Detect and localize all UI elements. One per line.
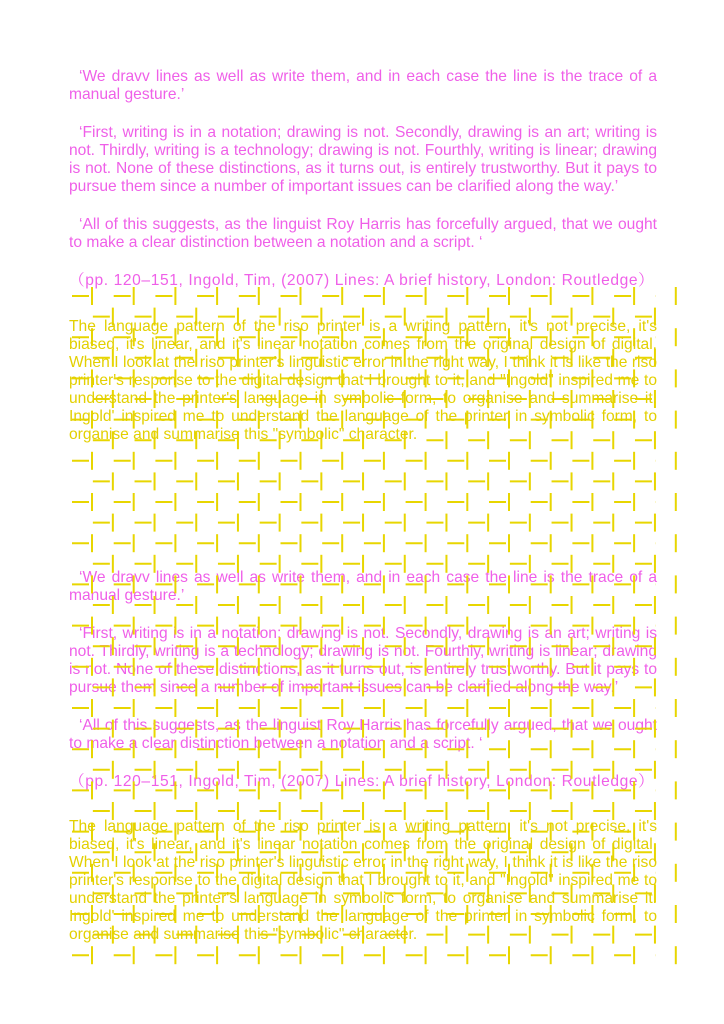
quote-2-repeat: ‘First, writing is in a notation; drawing is not. Secondly, drawing is an art; writing is not. Thirdly, writing is a technology; drawing is not. Fourthly, writing is linear; drawing is not. None of these distinctions, as it turns out, is entirely trustworthy. But it pays to pursue them since a number of important issues can be clarified along the way.’	[69, 625, 657, 696]
quote-2: ‘First, writing is in a notation; drawing is not. Secondly, drawing is an art; writing is not. Thirdly, writing is a technology; drawing is not. Fourthly, writing is linear; drawing is not. None of these distinctions, as it turns out, is entirely trustworthy. But it pays to pursue them since a number of important issues can be clarified along the way.’	[69, 124, 657, 195]
quote-section-top	[69, 68, 657, 290]
quote-section-bottom	[69, 569, 657, 791]
citation-repeat: （pp. 120–151, Ingold, Tim, (2007) Lines: A brief history, London: Routledge）	[69, 773, 655, 790]
citation: （pp. 120–151, Ingold, Tim, (2007) Lines: A brief history, London: Routledge）	[69, 272, 655, 289]
commentary-bottom: The language pattern of the riso printer is a writing pattern, it's not precise, it's biased, it's linear, and it's linear notation comes from the original design of digital. When I look at the riso printer's linguistic error in the right way, I think it is like the riso printer's response to the digital design that I brought to it, and "Ingold" inspired me to understand the printer's language in symbolic form, to organise and summarise it. Ingold' inspired me to understand the language of the printer in symbolic form, to organise and summarise this "symbolic" character.	[69, 818, 657, 943]
commentary-top: The language pattern of the riso printer is a writing pattern, it's not precise, it's biased, it's linear, and it's linear notation comes from the original design of digital. When I look at the riso printer's linguistic error in the right way, I think it is like the riso printer's response to the digital design that I brought to it, and "Ingold" inspired me to understand the printer's language in symbolic form, to organise and summarise it. Ingold' inspired me to understand the language of the printer in symbolic form, to organise and summarise this "symbolic" character.	[69, 318, 657, 443]
quote-1-repeat: ‘We dravv lines as well as write them, and in each case the line is the trace of a manual gesture.’	[69, 569, 657, 604]
quote-1: ‘We dravv lines as well as write them, and in each case the line is the trace of a manual gesture.’	[69, 68, 657, 103]
quote-3: ‘All of this suggests, as the linguist Roy Harris has forcefully argued, that we ought to make a clear distinction between a notation and a script. ‘	[69, 216, 657, 251]
quote-3-repeat: ‘All of this suggests, as the linguist Roy Harris has forcefully argued, that we ought to make a clear distinction between a notation and a script. ‘	[69, 717, 657, 752]
